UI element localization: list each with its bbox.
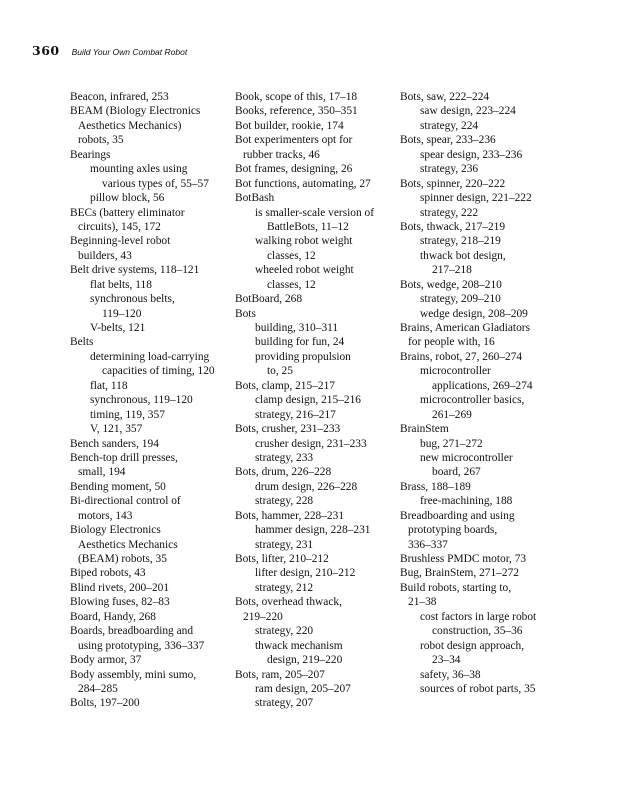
index-entry: Bot functions, automating, 27 [235, 177, 371, 190]
index-subentry: synchronous belts, [90, 293, 175, 306]
index-subentry: clamp design, 215–216 [255, 394, 361, 407]
index-subentry: lifter design, 210–212 [255, 567, 356, 580]
index-entry: Bots, hammer, 228–231 [235, 509, 345, 522]
index-entry: Bots [235, 307, 256, 320]
index-entry: Bots, overhead thwack, [235, 596, 342, 609]
index-subentry: hammer design, 228–231 [255, 524, 371, 537]
index-subentry: microcontroller [420, 365, 491, 378]
index-entry: Bearings [70, 148, 111, 161]
index-entry-continuation: for people with, 16 [408, 336, 495, 349]
index-subentry: construction, 35–36 [432, 625, 523, 638]
index-subentry: applications, 269–274 [432, 379, 533, 392]
index-subentry: to, 25 [267, 365, 293, 378]
index-entry-continuation: Aesthetics Mechanics) [78, 119, 182, 132]
index-entry-continuation: robots, 35 [78, 134, 124, 147]
index-entry: Belts [70, 336, 94, 349]
index-entry: Bots, thwack, 217–219 [400, 220, 506, 233]
index-subentry: BattleBots, 11–12 [267, 220, 349, 233]
index-subentry: building for fun, 24 [255, 336, 345, 349]
index-entry: BECs (battery eliminator [70, 206, 185, 219]
index-entry-continuation: small, 194 [78, 466, 126, 479]
index-subentry: strategy, 220 [255, 625, 314, 638]
index-subentry: new microcontroller [420, 451, 513, 464]
index-entry: Brains, American Gladiators [400, 322, 531, 334]
index-entry: Body assembly, mini sumo, [70, 668, 197, 681]
index-entry: BotBash [235, 192, 275, 205]
index-subentry: microcontroller basics, [420, 394, 525, 407]
index-entry: Bot frames, designing, 26 [235, 163, 353, 176]
index-entry-continuation: builders, 43 [78, 249, 132, 262]
index-subentry: walking robot weight [255, 235, 353, 248]
index-entry: Bi-directional control of [70, 495, 181, 508]
index-subentry: wheeled robot weight [255, 264, 354, 277]
index-entry: Boards, breadboarding and [70, 625, 194, 638]
index-subentry: strategy, 233 [255, 451, 314, 464]
index-subentry: spinner design, 221–222 [420, 192, 532, 205]
index-entry-continuation: 219–220 [243, 610, 283, 623]
index-entry-continuation: circuits), 145, 172 [78, 220, 161, 233]
index-subentry: strategy, 216–217 [255, 408, 336, 421]
index-subentry: thwack bot design, [420, 249, 506, 262]
index-subentry: wedge design, 208–209 [420, 307, 528, 320]
index-subentry: mounting axles using [90, 163, 188, 176]
index-entry: Blind rivets, 200–201 [70, 581, 170, 594]
index-entry: BotBoard, 268 [235, 293, 303, 306]
index-subentry: 217–218 [432, 264, 472, 277]
index-entry: Board, Handy, 268 [70, 610, 156, 623]
index-entry: Bots, spear, 233–236 [400, 134, 496, 147]
index-subentry: V, 121, 357 [90, 423, 143, 436]
index-entry: Books, reference, 350–351 [235, 105, 358, 118]
index-subentry: synchronous, 119–120 [90, 394, 193, 407]
index-entry: Bots, ram, 205–207 [235, 668, 325, 681]
index-subentry: capacities of timing, 120 [102, 365, 215, 378]
index-entry: Bots, drum, 226–228 [235, 466, 332, 479]
index-entry-continuation: using prototyping, 336–337 [78, 639, 205, 652]
index-entry: Body armor, 37 [70, 654, 142, 667]
index-subentry: thwack mechanism [255, 639, 343, 652]
index-entry: Belt drive systems, 118–121 [70, 264, 200, 277]
index-subentry: is smaller-scale version of [255, 206, 375, 219]
index-subentry: strategy, 222 [420, 206, 479, 219]
index-entry: Bending moment, 50 [70, 480, 166, 493]
index-entry: Bolts, 197–200 [70, 697, 140, 710]
index-subentry: V-belts, 121 [90, 322, 146, 334]
index-subentry: determining load-carrying [90, 350, 210, 363]
index-column-2 [235, 90, 395, 711]
index-subentry: ram design, 205–207 [255, 682, 351, 695]
index-entry-continuation: prototyping boards, [408, 524, 498, 537]
index-entry: Bots, wedge, 208–210 [400, 278, 502, 291]
index-subentry: strategy, 209–210 [420, 293, 501, 306]
index-subentry: flat, 118 [90, 379, 128, 392]
index-entry: Bug, BrainStem, 271–272 [400, 567, 519, 580]
index-subentry: 23–34 [432, 654, 461, 667]
running-header [32, 42, 187, 58]
index-entry: Beacon, infrared, 253 [70, 91, 169, 103]
index-entry: Bots, lifter, 210–212 [235, 553, 329, 565]
index-subentry: safety, 36–38 [420, 668, 481, 681]
index-entry: Brushless PMDC motor, 73 [400, 553, 527, 565]
index-entry-continuation: Aesthetics Mechanics [78, 538, 178, 551]
index-subentry: various types of, 55–57 [102, 177, 209, 190]
index-column-1 [70, 90, 230, 711]
index-entry-continuation: 336–337 [408, 538, 448, 551]
index-subentry: flat belts, 118 [90, 278, 152, 291]
index-subentry: strategy, 231 [255, 538, 314, 551]
index-entry: Biology Electronics [70, 524, 161, 537]
index-entry-continuation: motors, 143 [78, 509, 133, 522]
page-number: 360 [32, 43, 60, 58]
index-entry-continuation: 21–38 [408, 596, 437, 609]
index-entry: Book, scope of this, 17–18 [235, 91, 358, 103]
index-subentry: robot design approach, [420, 639, 525, 652]
index-entry: Bots, saw, 222–224 [400, 91, 490, 103]
index-entry-continuation: (BEAM) robots, 35 [78, 553, 167, 565]
index-entry: Bot builder, rookie, 174 [235, 119, 344, 132]
index-subentry: board, 267 [432, 466, 481, 479]
index-entry: Breadboarding and using [400, 509, 515, 522]
index-subentry: bug, 271–272 [420, 437, 483, 450]
index-subentry: saw design, 223–224 [420, 105, 516, 118]
index-entry: Bots, clamp, 215–217 [235, 379, 335, 392]
running-title: Build Your Own Combat Robot [71, 47, 188, 57]
index-subentry: 119–120 [102, 307, 142, 320]
index-subentry: crusher design, 231–233 [255, 437, 367, 450]
index-entry: Brains, robot, 27, 260–274 [400, 350, 523, 363]
index-subentry: strategy, 228 [255, 495, 314, 508]
index-subentry: strategy, 224 [420, 119, 479, 132]
index-entry: Blowing fuses, 82–83 [70, 596, 170, 609]
index-entry: Build robots, starting to, [400, 581, 512, 594]
index-entry: Beginning-level robot [70, 235, 171, 248]
index-subentry: design, 219–220 [267, 654, 343, 667]
index-subentry: sources of robot parts, 35 [420, 682, 536, 695]
index-subentry: strategy, 207 [255, 697, 314, 710]
index-entry-continuation: 284–285 [78, 682, 118, 695]
index-entry: BrainStem [400, 423, 449, 436]
index-entry: Bots, spinner, 220–222 [400, 177, 506, 190]
index-entry: Bench sanders, 194 [70, 437, 159, 450]
index-subentry: classes, 12 [267, 278, 316, 291]
index-subentry: cost factors in large robot [420, 610, 537, 623]
index-subentry: timing, 119, 357 [90, 408, 165, 421]
index-subentry: strategy, 218–219 [420, 235, 501, 248]
index-subentry: 261–269 [432, 408, 472, 421]
index-entry-continuation: rubber tracks, 46 [243, 148, 320, 161]
index-subentry: drum design, 226–228 [255, 480, 358, 493]
index-entry: Bots, crusher, 231–233 [235, 423, 341, 436]
index-subentry: pillow block, 56 [90, 192, 165, 205]
index-subentry: strategy, 236 [420, 163, 479, 176]
index-subentry: classes, 12 [267, 249, 316, 262]
index-entry: Biped robots, 43 [70, 567, 146, 580]
index-column-3 [400, 90, 570, 696]
index-subentry: spear design, 233–236 [420, 148, 523, 161]
index-entry: Brass, 188–189 [400, 480, 471, 493]
index-subentry: free-machining, 188 [420, 495, 513, 508]
index-subentry: building, 310–311 [255, 322, 339, 334]
index-entry: Bot experimenters opt for [235, 134, 353, 147]
index-entry: Bench-top drill presses, [70, 451, 178, 464]
index-entry: BEAM (Biology Electronics [70, 105, 201, 118]
index-subentry: providing propulsion [255, 350, 351, 363]
index-subentry: strategy, 212 [255, 581, 314, 594]
